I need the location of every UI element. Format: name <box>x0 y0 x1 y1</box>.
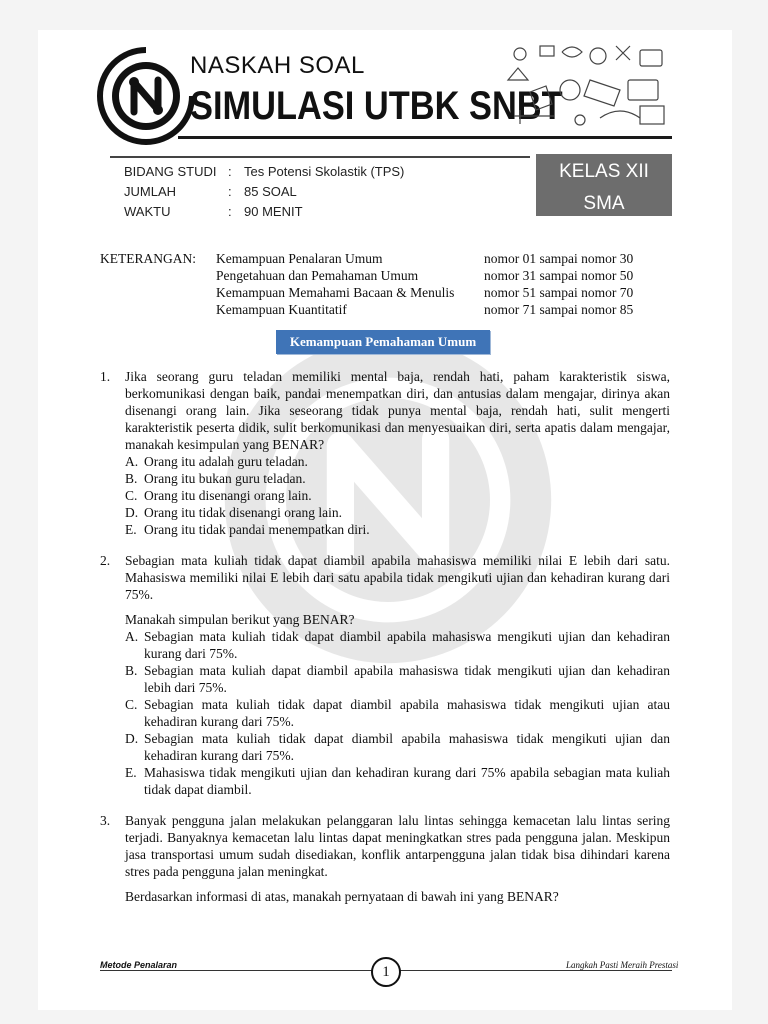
answer-option[interactable] <box>125 662 670 696</box>
info-value: Tes Potensi Skolastik (TPS) <box>244 164 405 179</box>
section-name: Kemampuan Memahami Bacaan & Menulis <box>216 285 455 300</box>
exam-info <box>124 162 404 222</box>
option-letter: C. <box>125 697 138 712</box>
footer-left-text: Metode Penalaran <box>100 960 181 970</box>
class-badge <box>536 154 672 243</box>
section-range: nomor 51 sampai nomor 70 <box>484 285 634 300</box>
section-title-badge: Kemampuan Pemahaman Umum <box>276 330 490 354</box>
option-text: Orang itu disenangi orang lain. <box>144 488 312 503</box>
section-range: nomor 71 sampai nomor 85 <box>484 302 634 317</box>
question-number: 3. <box>100 813 111 828</box>
info-value: 90 MENIT <box>244 204 303 219</box>
section-name: Kemampuan Kuantitatif <box>216 302 347 317</box>
answer-option[interactable] <box>125 453 670 470</box>
info-label: JUMLAH <box>124 184 177 199</box>
keterangan-sections <box>216 250 454 318</box>
option-text: Mahasiswa tidak mengikuti ujian dan kehadiran kurang dari 75% apabila sebagian mata kuliah tidak dapat diambil. <box>144 765 670 797</box>
option-letter: B. <box>125 471 138 486</box>
section-name: Pengetahuan dan Pemahaman Umum <box>216 268 419 283</box>
question-number: 1. <box>100 369 111 384</box>
info-row: WAKTU : 90 MENIT <box>124 202 404 222</box>
option-letter: C. <box>125 488 138 503</box>
question-3 <box>100 812 670 905</box>
answer-option[interactable] <box>125 487 670 504</box>
header-subtitle: NASKAH SOAL <box>190 52 365 79</box>
option-letter: E. <box>125 765 137 780</box>
option-letter: B. <box>125 663 138 678</box>
answer-option[interactable] <box>125 470 670 487</box>
option-letter: A. <box>125 454 139 469</box>
option-letter: E. <box>125 522 137 537</box>
header-divider <box>178 136 672 139</box>
question-2 <box>100 552 670 798</box>
exam-code: DW 148 <box>569 222 639 243</box>
question-text: Sebagian mata kuliah tidak dapat diambil apabila mahasiswa memiliki nilai E lebih dari satu. Mahasiswa memiliki nilai E lebih dari satu apabila tidak mengikuti ujian dan kehadiran kurang dari 75%. <box>125 553 670 602</box>
info-row: BIDANG STUDI : Tes Potensi Skolastik (TPS) <box>124 162 404 182</box>
keterangan-ranges <box>484 250 633 318</box>
section-name: Kemampuan Penalaran Umum <box>216 251 383 266</box>
option-letter: D. <box>125 505 139 520</box>
answer-option[interactable] <box>125 764 670 798</box>
section-range: nomor 31 sampai nomor 50 <box>484 268 634 283</box>
info-value: 85 SOAL <box>244 184 297 199</box>
answer-option[interactable] <box>125 628 670 662</box>
option-text: Orang itu tidak pandai menempatkan diri. <box>144 522 370 537</box>
option-text: Orang itu adalah guru teladan. <box>144 454 308 469</box>
question-text: Jika seorang guru teladan memiliki mental baja, rendah hati, paham karakteristik siswa, berkomunikasi dengan baik, pandai menempatkan diri, dan antusias dalam mengajar, dirinya akan disenangi orang lain. Jika seseorang tidak punya mental baja, rendah hati, sulit mengerti karakteristik peserta didik, sulit berkomunikasi dan menyesuaikan diri, serta apatis dalam mengajar, manakah kesimpulan yang BENAR? <box>125 369 670 452</box>
class-label: KELAS XII SMA <box>559 161 649 214</box>
info-divider <box>110 156 530 158</box>
section-range: nomor 01 sampai nomor 30 <box>484 251 634 266</box>
option-letter: A. <box>125 629 139 644</box>
answer-option[interactable] <box>125 696 670 730</box>
answer-option[interactable] <box>125 504 670 521</box>
option-text: Sebagian mata kuliah tidak dapat diambil apabila mahasiswa mengikuti ujian dan kehadiran kurang dari 75%. <box>144 629 670 661</box>
option-text: Sebagian mata kuliah dapat diambil apabila mahasiswa tidak mengikuti ujian dan kehadiran lebih dari 75%. <box>144 663 670 695</box>
question-1 <box>100 368 670 538</box>
answer-option[interactable] <box>125 521 670 538</box>
question-number: 2. <box>100 553 111 568</box>
option-letter: D. <box>125 731 139 746</box>
footer-tagline: Langkah Pasti Meraih Prestasi <box>562 960 678 970</box>
info-label: WAKTU <box>124 204 171 219</box>
info-row: JUMLAH : 85 SOAL <box>124 182 404 202</box>
question-prompt: Manakah simpulan berikut yang BENAR? <box>125 612 355 627</box>
option-text: Sebagian mata kuliah tidak dapat diambil apabila mahasiswa tidak mengikuti ujian atau kehadiran kurang dari 75%. <box>144 697 670 729</box>
option-text: Orang itu bukan guru teladan. <box>144 471 306 486</box>
answer-option[interactable] <box>125 730 670 764</box>
page-number: 1 <box>371 957 401 987</box>
info-label: BIDANG STUDI <box>124 164 217 179</box>
header-title: SIMULASI UTBK SNBT <box>190 84 563 128</box>
school-doodles-icon <box>500 40 672 134</box>
brand-logo-icon <box>96 46 196 146</box>
question-prompt: Berdasarkan informasi di atas, manakah pernyataan di bawah ini yang BENAR? <box>125 889 559 904</box>
option-text: Sebagian mata kuliah tidak dapat diambil apabila mahasiswa tidak mengikuti ujian dan kehadiran kurang dari 75%. <box>144 731 670 763</box>
keterangan-label: KETERANGAN: <box>100 251 196 266</box>
question-text: Banyak pengguna jalan melakukan pelanggaran lalu lintas sehingga kemacetan lalu lintas sering terjadi. Banyaknya kemacetan lalu lintas dapat meningkatkan stres pada pengguna jalan. Meskipun jasa transportasi umum sudah disediakan, konflik antarpengguna jalan tidak bisa dihindari karena stres pada pengguna jalan meningkat. <box>125 813 670 879</box>
option-text: Orang itu tidak disenangi orang lain. <box>144 505 342 520</box>
